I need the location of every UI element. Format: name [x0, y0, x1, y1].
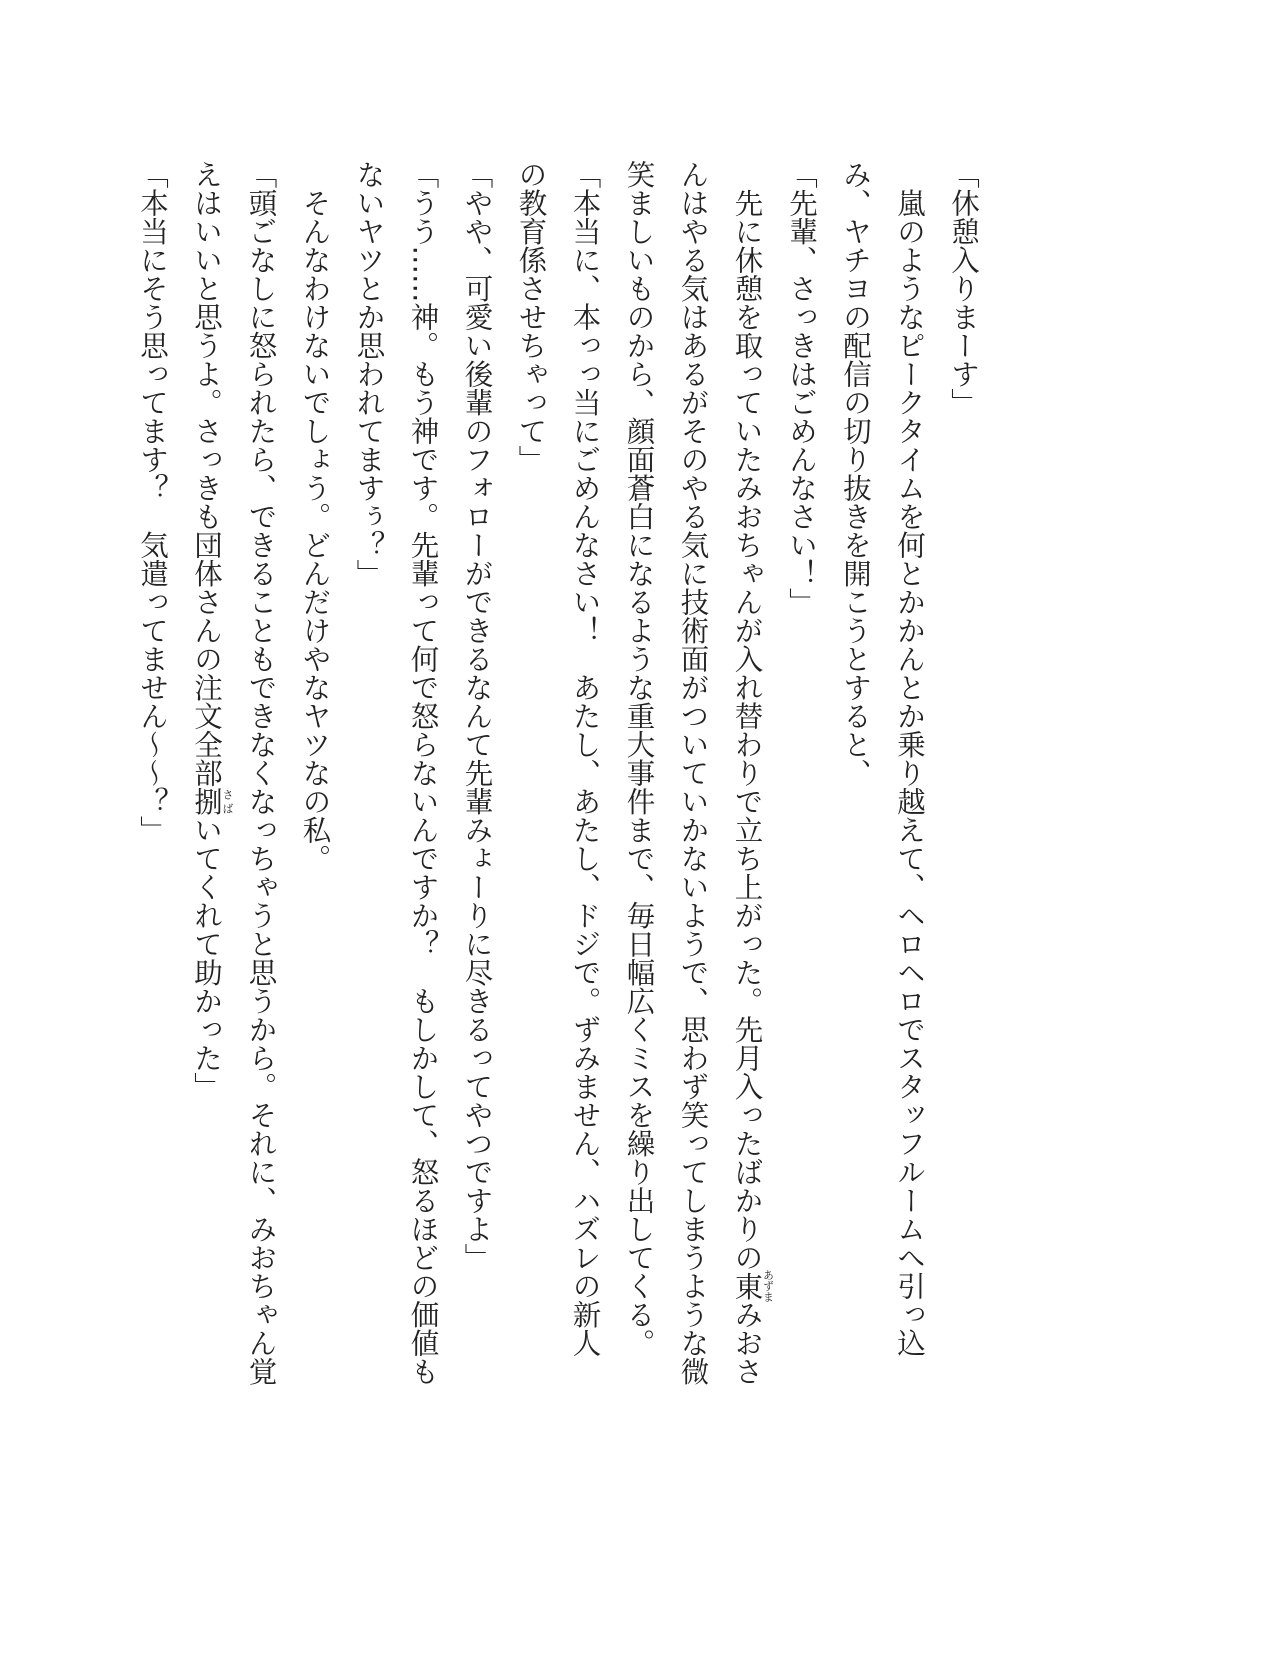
text-line: そんなわけないでしょう。どんだけやなヤツなの私。 [298, 160, 332, 873]
text-segment: みおさ [730, 1300, 764, 1386]
text-line [720, 160, 775, 1500]
text-line: 嵐のようなピークタイムを何とかかんとか乗り越えて、ヘロヘロでスタッフルームへ引っ込 [893, 160, 926, 1357]
ruby-annotation [190, 787, 234, 816]
text-line: 笑ましいものから、顔面蒼白になるような重大事件まで、毎日幅広くミスを繰り出してくる。 [622, 160, 656, 1357]
text-segment: えはいいと思うよ。さっきも団体さんの注文全部 [190, 160, 223, 787]
text-line: 「先輩、さっきはごめんなさい！」 [785, 160, 818, 616]
novel-page-text [125, 160, 990, 1500]
ruby-text: さば [221, 787, 234, 816]
ruby-text: あずま [761, 1269, 775, 1303]
ruby-annotation [730, 1269, 775, 1303]
text-segment: いてくれて助かった」 [190, 815, 223, 1101]
text-line [179, 160, 234, 1500]
text-line: んはやる気はあるがそのやる気に技術面がついていかないようで、思わず笑ってしまうような微 [676, 160, 710, 1386]
text-line: 「本当にそう思ってます？ 気遣ってません～～？」 [136, 160, 169, 844]
text-segment: 先に休憩を取っていたみおちゃんが入れ替わりで立ち上がった。先月入ったばかりの [730, 160, 764, 1272]
text-line: 「うう……神。もう神です。先輩って何で怒らないんですか？ もしかして、怒るほどの価値も [406, 160, 440, 1386]
text-line: の教育係させちゃって」 [514, 160, 548, 474]
ruby-base: 東 [730, 1269, 764, 1303]
text-line: ないヤツとか思われてますぅ？」 [352, 160, 386, 588]
text-line: 「頭ごなしに怒られたら、できることもできなくなっちゃうと思うから。それに、みおちゃん覚 [244, 160, 278, 1386]
text-line: 「休憩入りまーす」 [947, 160, 980, 417]
ruby-base: 捌 [190, 787, 223, 816]
text-line: 「本当に、本っっ当にごめんなさい！ あたし、あたし、ドジで。ずみません、ハズレの新人 [568, 160, 602, 1357]
text-line: 「やや、可愛い後輩のフォローができるなんて先輩みょーりに尽きるってやつですよ」 [460, 160, 494, 1272]
text-line: み、ヤチヨの配信の切り抜きを開こうとすると、 [839, 160, 872, 787]
